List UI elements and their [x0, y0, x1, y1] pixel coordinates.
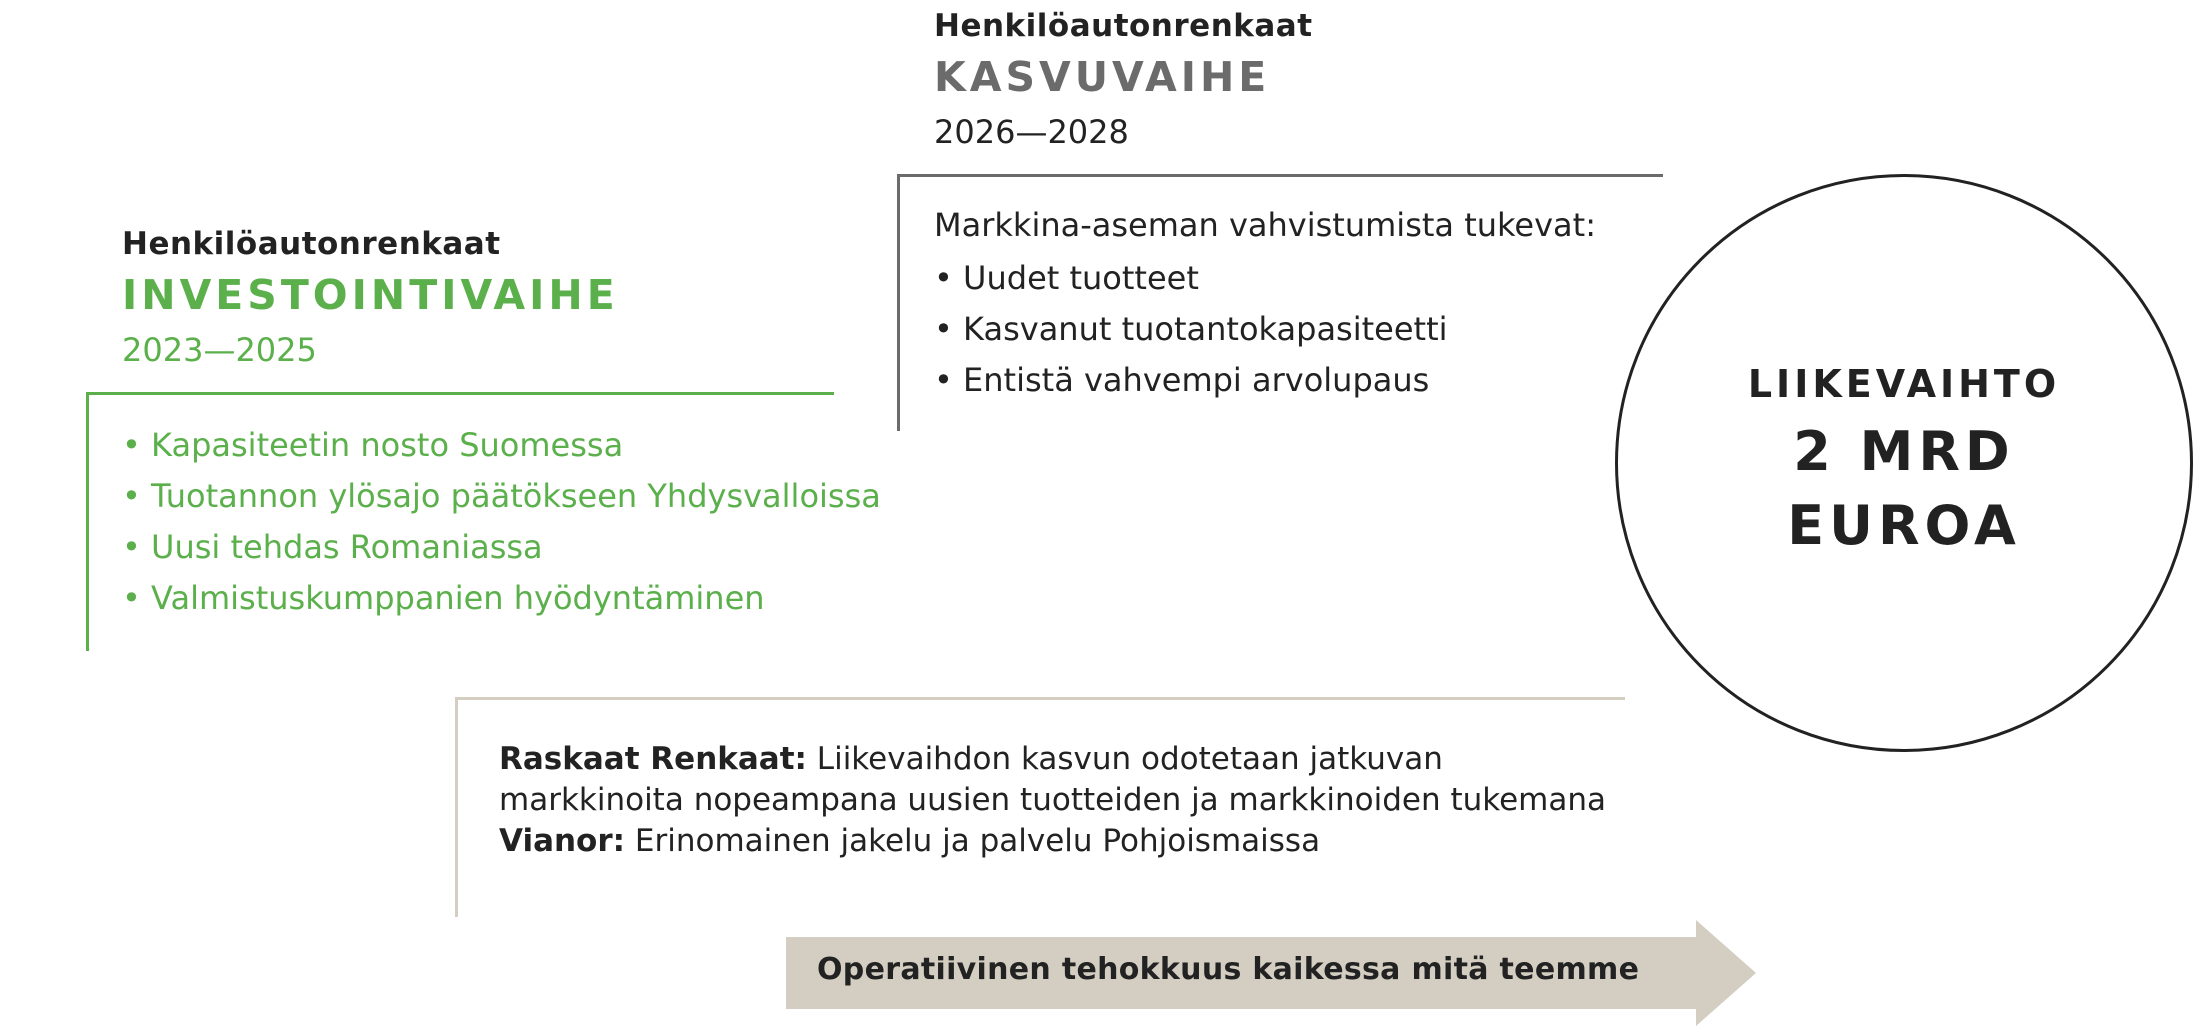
list-item: • Uudet tuotteet	[934, 259, 1199, 297]
target-value: 2 MRD	[1793, 420, 2015, 483]
list-item: • Entistä vahvempi arvolupaus	[934, 361, 1430, 399]
investment-phase-years: 2023—2025	[122, 331, 317, 369]
vianor-text: Erinomainen jakelu ja palvelu Pohjoismaissa	[625, 823, 1321, 859]
investment-phase-subtitle: Henkilöautonrenkaat	[122, 226, 501, 262]
heavy-tyres-text: Liikevaihdon kasvun odotetaan jatkuvan	[806, 741, 1443, 777]
investment-phase-title: INVESTOINTIVAIHE	[122, 271, 619, 319]
target-unit: EUROA	[1787, 494, 2021, 557]
heavy-tyres-label: Raskaat Renkaat:	[499, 741, 807, 777]
growth-phase-list	[934, 253, 1448, 406]
investment-phase-list	[122, 420, 881, 624]
heavy-tyres-text-continued: markkinoita nopeampana uusien tuotteiden ja markkinoiden tukemana	[499, 782, 1607, 818]
list-item: • Kapasiteetin nosto Suomessa	[122, 426, 624, 464]
growth-phase-years: 2026—2028	[934, 113, 1129, 151]
list-item: • Tuotannon ylösajo päätökseen Yhdysvalloissa	[122, 477, 881, 515]
target-label: LIIKEVAIHTO	[1747, 362, 2061, 406]
vianor-line	[499, 821, 1320, 862]
list-item: • Kasvanut tuotantokapasiteetti	[934, 310, 1448, 348]
arrow-label: Operatiivinen tehokkuus kaikessa mitä teemme	[817, 952, 1640, 987]
vianor-label: Vianor:	[499, 823, 626, 859]
list-item: • Valmistuskumppanien hyödyntäminen	[122, 579, 765, 617]
growth-phase-subtitle: Henkilöautonrenkaat	[934, 8, 1313, 44]
heavy-tyres-line	[499, 739, 1443, 780]
list-item: • Uusi tehdas Romaniassa	[122, 528, 543, 566]
growth-phase-title: KASVUVAIHE	[934, 53, 1271, 101]
growth-phase-intro: Markkina-aseman vahvistumista tukevat:	[934, 206, 1596, 244]
